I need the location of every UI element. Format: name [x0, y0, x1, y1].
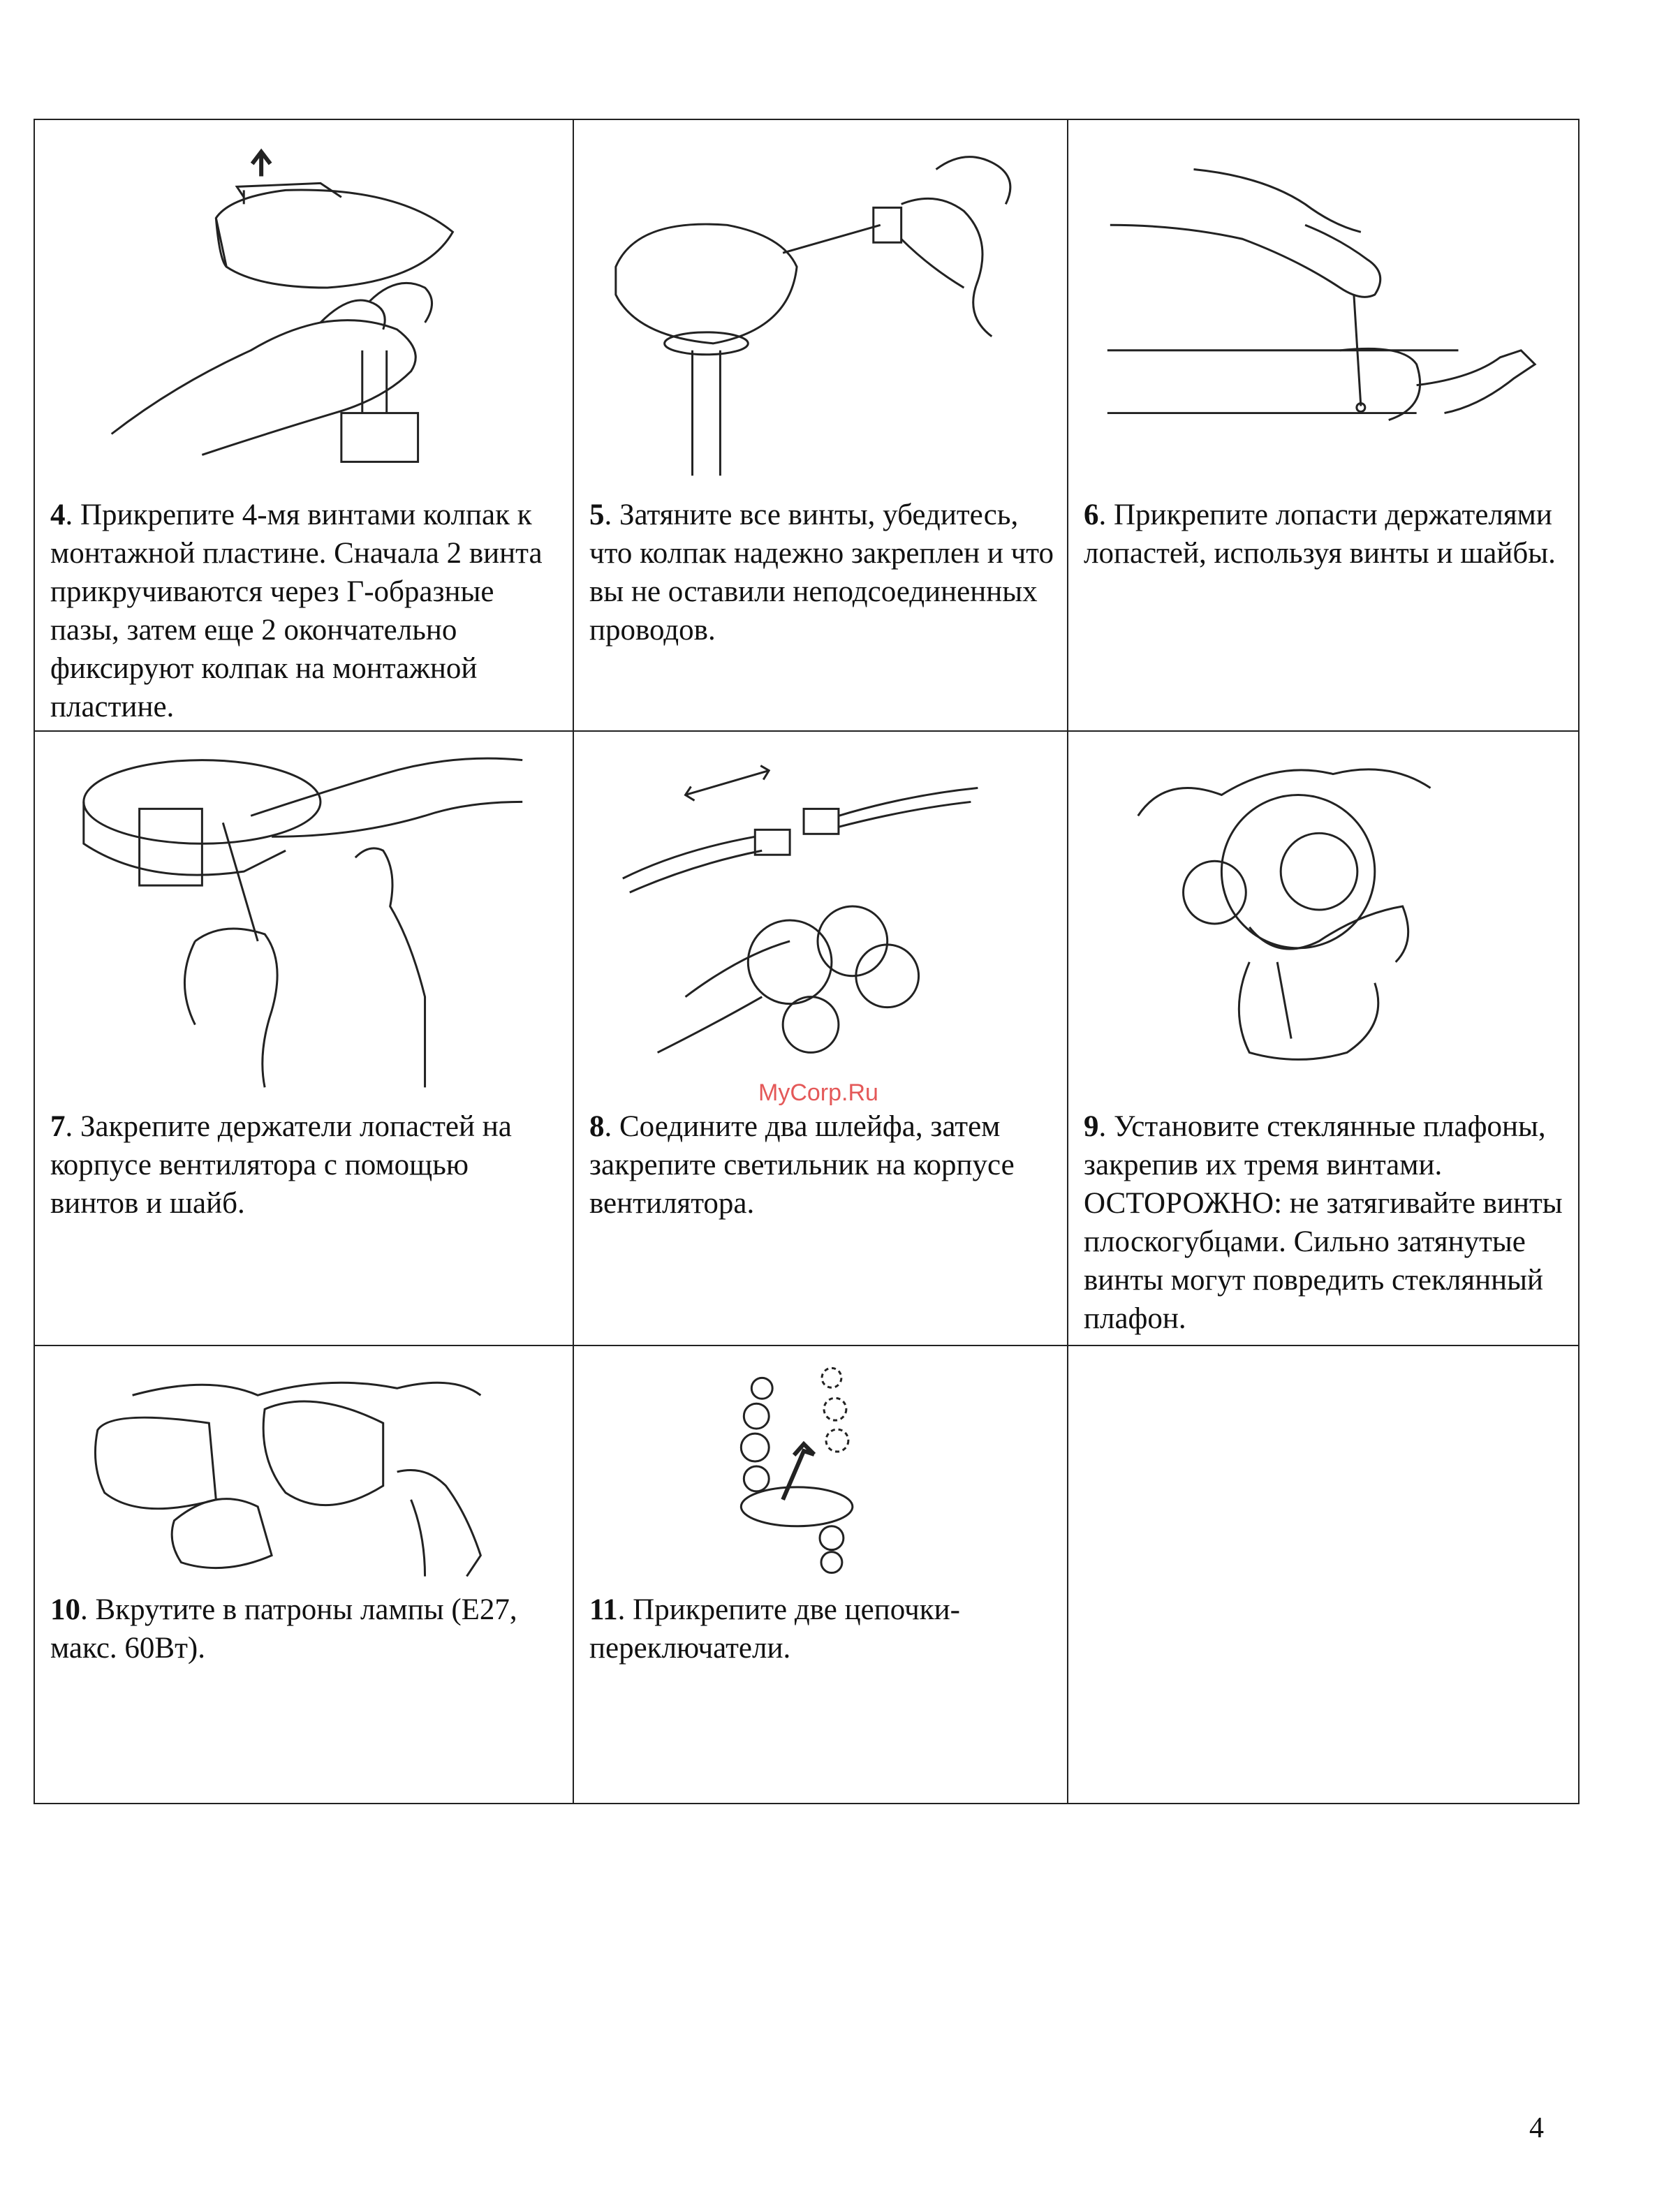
- step-number: 5: [589, 499, 605, 531]
- step-text: . Вкрутите в патроны лампы (E27, макс. 60Вт).: [50, 1593, 517, 1665]
- step-number: 8: [589, 1110, 605, 1143]
- step-text: . Прикрепите лопасти держателями лопастей, используя винты и шайбы.: [1084, 499, 1556, 570]
- step-cell-8: [573, 731, 1068, 1345]
- step-cell-10: [34, 1345, 573, 1804]
- table-row: [34, 1345, 1579, 1804]
- step-text: . Закрепите держатели лопастей на корпусе вентилятора с помощью винтов и шайб.: [50, 1110, 512, 1220]
- step-number: 7: [50, 1110, 66, 1143]
- step-cell-7: [34, 731, 573, 1345]
- step-text: . Соедините два шлейфа, затем закрепите светильник на корпусе вентилятора.: [589, 1110, 1015, 1220]
- step-cell-9: [1068, 731, 1579, 1345]
- step-number: 11: [589, 1593, 618, 1626]
- step-number: 10: [50, 1593, 80, 1626]
- step-text: . Затяните все винты, убедитесь, что колпак надежно закреплен и что вы не оставили неподсоединенных проводов.: [589, 499, 1054, 647]
- step-number: 4: [50, 499, 66, 531]
- fix-holders-illustration: [35, 732, 573, 1093]
- step-text: . Установите стеклянные плафоны, закрепив их тремя винтами. ОСТОРОЖНО: не затягивайте винты плоскогубцами. Сильно затянутые винты могут повредить стеклянный плафон.: [1084, 1110, 1563, 1335]
- step-text: . Прикрепите две цепочки-переключатели.: [589, 1593, 960, 1665]
- connect-plugs-illustration: [574, 732, 1067, 1093]
- pull-chain-illustration: [574, 1346, 1067, 1577]
- step-cell-5: [573, 119, 1068, 731]
- table-row: [34, 731, 1579, 1345]
- step-number: 6: [1084, 499, 1099, 531]
- empty-cell: [1068, 1345, 1579, 1804]
- step-number: 9: [1084, 1110, 1099, 1143]
- bulb-illustration: [35, 1346, 573, 1577]
- step-cell-11: [573, 1345, 1068, 1804]
- watermark: MyCorp.Ru: [758, 1079, 878, 1106]
- step-cell-6: [1068, 119, 1579, 731]
- canopy-attach-illustration: [35, 120, 573, 482]
- glass-shade-illustration: [1068, 732, 1578, 1093]
- page-number: 4: [1529, 2112, 1544, 2144]
- instruction-table: [34, 119, 1580, 1804]
- step-text: . Прикрепите 4-мя винтами колпак к монтажной пластине. Сначала 2 винта прикручиваются через Г-образные пазы, затем еще 2 окончательно фиксируют колпак на монтажной пластине.: [50, 499, 543, 723]
- table-row: [34, 119, 1579, 731]
- blade-holder-illustration: [1068, 120, 1578, 482]
- step-cell-4: [34, 119, 573, 731]
- tighten-screws-illustration: [574, 120, 1067, 482]
